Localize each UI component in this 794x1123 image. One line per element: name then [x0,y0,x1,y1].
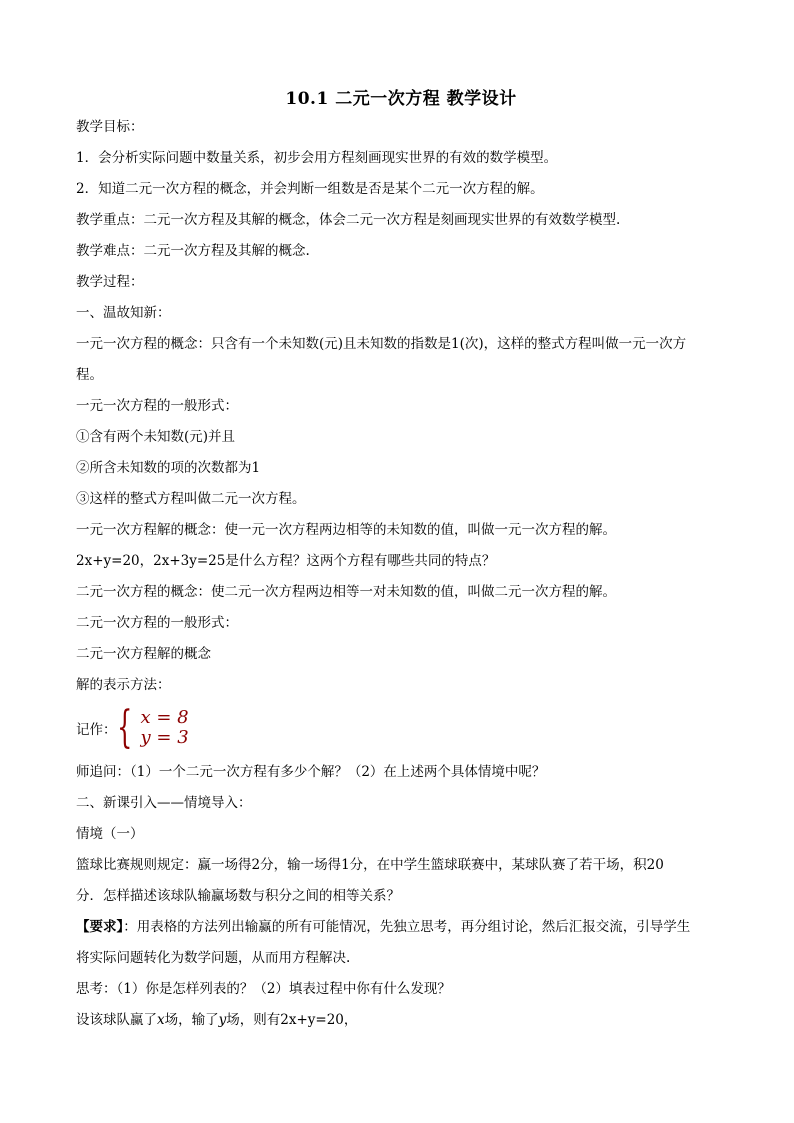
text-line: 解的表示方法： [76,677,171,693]
text-line: 情境（一） [76,826,144,842]
text-line: 分．怎样描述该球队输赢场数与积分之间的相等关系？ [76,888,400,904]
text-line: 教学过程： [76,274,144,290]
text-span: 设该球队赢了 [76,1012,157,1028]
text-line: 一元一次方程解的概念：使一元一次方程两边相等的未知数的值，叫做一元一次方程的解。 [76,522,616,538]
text-line: 一元一次方程的概念：只含有一个未知数(元)且未知数的指数是1(次)，这样的整式方程叫做一元一次方 [76,336,687,352]
document-page [76,88,726,1041]
text-span: 场，输了 [164,1012,219,1028]
left-brace-icon: { [116,702,132,753]
requirement-line [76,917,726,937]
text-line: 篮球比赛规则规定：赢一场得2分，输一场得1分，在中学生篮球联赛中，某球队赛了若干场，积20 [76,857,664,873]
text-line: 一、温故知新： [76,305,171,321]
var-x: x [157,1012,165,1028]
text-line: ③这样的整式方程叫做二元一次方程。 [76,491,306,507]
text-line: 1．会分析实际问题中数量关系，初步会用方程刻画现实世界的有效的数学模型。 [76,150,558,166]
text-line: 2．知道二元一次方程的概念，并会判断一组数是否是某个二元一次方程的解。 [76,181,544,197]
text-span: 场，则有 [226,1012,281,1028]
text-line: ②所含未知数的项的次数都为1 [76,460,261,476]
text-line: 师追问：（1）一个二元一次方程有多少个解？（2）在上述两个具体情境中呢？ [76,764,546,780]
text-line: 二、新课引入——情境导入： [76,795,252,811]
equation-system [76,702,726,753]
text-line: 二元一次方程的一般形式： [76,615,238,631]
requirement-line-2: 将实际问题转化为数学问题，从而用方程解决. [76,950,351,966]
requirement-label: 【要求】 [76,919,124,935]
text-line: 教学目标： [76,119,144,135]
page-title: 10.1 二元一次方程 教学设计 [285,89,517,109]
text-line: 一元一次方程的一般形式： [76,398,238,414]
text-line: 教学重点：二元一次方程及其解的概念，体会二元一次方程是刻画现实世界的有效数学模型. [76,212,621,228]
requirement-text: ：用表格的方法列出输赢的所有可能情况，先独立思考，再分组讨论，然后汇报交流，引导学生 [123,919,691,935]
think-line: 思考：（1）你是怎样列表的？（2）填表过程中你有什么发现？ [76,981,451,997]
text-line: 二元一次方程解的概念 [76,646,211,662]
var-y: y [218,1012,227,1028]
equation-x: x = 8 [140,707,189,728]
equation-y: y = 3 [140,727,189,748]
text-line: 二元一次方程的概念：使二元一次方程两边相等一对未知数的值，叫做二元一次方程的解。 [76,584,616,600]
equation-stack [141,708,189,748]
equation-text: 2x+y=20， [280,1012,358,1028]
text-line: 2x+y=20，2x+3y=25是什么方程？这两个方程有哪些共同的特点？ [76,553,496,569]
jizuo-label: 记作： [76,722,117,738]
text-line: 程。 [76,367,103,383]
text-line: 教学难点：二元一次方程及其解的概念. [76,243,310,259]
text-line: ①含有两个未知数(元)并且 [76,429,236,445]
last-line [76,1010,726,1030]
